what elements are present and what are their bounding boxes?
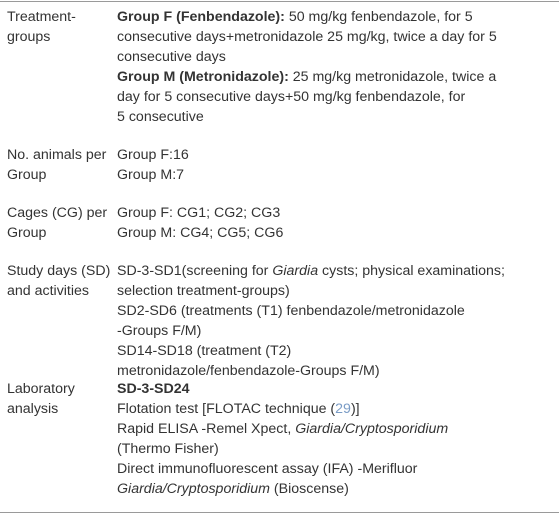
text-segment: Group F:16 [117,147,189,163]
text-segment: )] [350,401,360,417]
row-content [117,7,557,127]
row-content [117,145,557,185]
text-segment: consecutive days [117,49,226,65]
content-line [117,87,557,107]
content-line [117,479,557,499]
text-segment: Group M: CG4; CG5; CG6 [117,225,284,241]
citation-link[interactable]: 29 [335,401,351,417]
content-line [117,321,557,341]
text-segment: (Thermo Fisher) [117,441,219,457]
row-label-line: Group [7,167,47,183]
content-line [117,459,557,479]
content-line [117,399,557,419]
text-segment: Group F: CG1; CG2; CG3 [117,205,281,221]
bold-text: SD-3-SD24 [117,381,190,397]
row-label [7,7,107,47]
bold-text: Group M (Metronidazole): [117,69,289,85]
content-line [117,107,557,127]
row-label-line: Study days (SD) [7,263,111,279]
text-segment: consecutive days+metronidazole 25 mg/kg, twice a day for 5 [117,29,497,45]
row-content [117,379,557,499]
content-line [117,27,557,47]
content-line [117,361,557,381]
row-label-line: Laboratory [7,381,75,397]
content-line [117,439,557,459]
text-segment: (Bioscense) [269,481,349,497]
row-label [7,379,107,419]
content-line [117,301,557,321]
row-content [117,203,557,243]
content-line [117,419,557,439]
text-segment: metronidazole/fenbendazole-Groups F/M) [117,363,380,379]
row-label [7,261,111,301]
content-line [117,47,557,67]
italic-text: Giardia [272,263,319,279]
content-line [117,7,557,27]
row-label-line: Cages (CG) per [7,205,108,221]
text-segment: selection treatment-groups) [117,283,290,299]
row-label-line: analysis [7,401,59,417]
row-label-line: Group [7,225,47,241]
text-segment: SD2-SD6 (treatments (T1) fenbendazole/metronidazole [117,303,465,319]
content-line [117,67,557,87]
content-line [117,341,557,361]
text-segment: -Groups F/M) [117,323,202,339]
text-segment: Group M:7 [117,167,185,183]
table-top-rule [0,1,559,2]
table-bottom-rule [0,512,559,513]
content-line [117,281,557,301]
row-label [7,145,107,185]
row-label-line: groups [7,29,51,45]
row-content [117,261,557,381]
content-line [117,165,557,185]
row-label-line: and activities [7,283,90,299]
row-label-line: No. animals per [7,147,107,163]
text-segment: 5 consecutive [117,109,204,125]
content-line [117,261,557,281]
text-segment: SD-3-SD1(screening for [117,263,273,279]
text-segment: Direct immunofluorescent assay (IFA) -Merifluor [117,461,418,477]
text-segment: cysts; physical examinations; [318,263,505,279]
text-segment: SD14-SD18 (treatment (T2) [117,343,292,359]
row-label [7,203,107,243]
text-segment: 25 mg/kg metronidazole, twice a [288,69,497,85]
content-line [117,145,557,165]
italic-text: Giardia/Cryptosporidium [295,421,449,437]
italic-text: Giardia/Cryptosporidium [117,481,270,497]
content-line [117,223,557,243]
text-segment: Flotation test [FLOTAC technique ( [117,401,336,417]
row-label-line: Treatment- [7,9,76,25]
content-line [117,379,557,399]
text-segment: day for 5 consecutive days+50 mg/kg fenbendazole, for [117,89,466,105]
text-segment: 50 mg/kg fenbendazole, for 5 [284,9,473,25]
bold-text: Group F (Fenbendazole): [117,9,285,25]
text-segment: Rapid ELISA -Remel Xpect, [117,421,296,437]
content-line [117,203,557,223]
